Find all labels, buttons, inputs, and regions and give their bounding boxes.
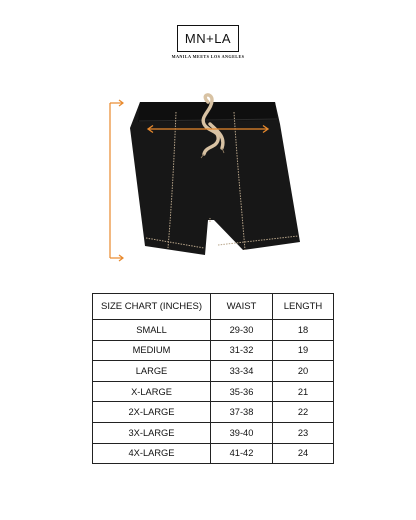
length-cell: 24: [273, 443, 334, 464]
size-chart-table: [92, 293, 334, 464]
waist-cell: 41-42: [211, 443, 273, 464]
brand-logo: [177, 25, 239, 52]
waist-cell: 31-32: [211, 340, 273, 361]
waist-cell: 29-30: [211, 320, 273, 341]
header-size: SIZE CHART (INCHES): [93, 294, 211, 320]
size-cell: SMALL: [93, 320, 211, 341]
shorts-illustration: [130, 95, 300, 255]
table-row: [93, 361, 334, 382]
product-image: [100, 90, 320, 270]
length-measure-arrow: [110, 100, 123, 261]
size-cell: MEDIUM: [93, 340, 211, 361]
size-cell: 4X-LARGE: [93, 443, 211, 464]
table-row: [93, 443, 334, 464]
waist-cell: 37-38: [211, 402, 273, 423]
header-length: LENGTH: [273, 294, 334, 320]
size-cell: 2X-LARGE: [93, 402, 211, 423]
waist-cell: 33-34: [211, 361, 273, 382]
table-row: [93, 340, 334, 361]
brand-tagline: MANILA MEETS LOS ANGELES: [171, 54, 245, 59]
size-cell: LARGE: [93, 361, 211, 382]
header-waist: WAIST: [211, 294, 273, 320]
table-row: [93, 381, 334, 402]
length-cell: 18: [273, 320, 334, 341]
size-chart-header-row: [93, 294, 334, 320]
length-cell: 19: [273, 340, 334, 361]
length-cell: 21: [273, 381, 334, 402]
waist-cell: 39-40: [211, 422, 273, 443]
brand-logo-text: MN+LA: [184, 31, 232, 46]
length-cell: 20: [273, 361, 334, 382]
length-cell: 23: [273, 422, 334, 443]
table-row: [93, 402, 334, 423]
size-cell: 3X-LARGE: [93, 422, 211, 443]
table-row: [93, 320, 334, 341]
size-cell: X-LARGE: [93, 381, 211, 402]
waist-cell: 35-36: [211, 381, 273, 402]
table-row: [93, 422, 334, 443]
length-cell: 22: [273, 402, 334, 423]
